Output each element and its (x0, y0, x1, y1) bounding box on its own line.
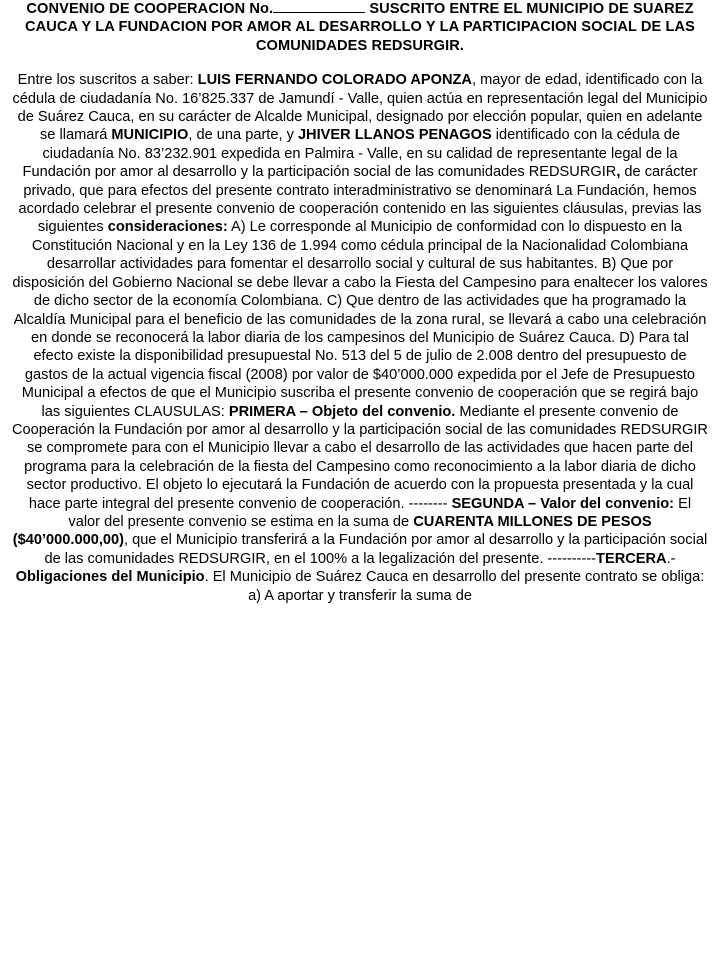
body-text: , mayor de edad, identificado con la cédula de ciudadanía No. 16’825.337 de Jamundí - Valle, quien actúa en representación legal del Municipio de Suárez Cauca, en su carácter de Alcalde Municipal, designado por elección popular, quien en adelante se llamará (12, 72, 708, 144)
document-title (12, 0, 708, 55)
body-text: . El Municipio de Suárez Cauca en desarrollo del presente contrato se obliga: a) A aportar y transferir la suma de (204, 569, 705, 604)
title-suffix: SUSCRITO ENTRE EL MUNICIPIO DE SUAREZ CAUCA Y LA FUNDACION POR AMOR AL DESARROLLO Y LA PARTICIPACION SOCIAL DE LAS COMUNIDADES REDSURGIR. (24, 1, 696, 54)
document-body (12, 71, 708, 605)
body-bold-text: MUNICIPIO (111, 127, 189, 144)
body-text: , de una parte, y (188, 127, 298, 144)
body-text: Mediante el presente convenio de Cooperación la Fundación por amor al desarrollo y la participación social de las comunidades REDSURGIR se compromete para con el Municipio llevar a cabo el desarrollo de las actividades que hacen parte del programa para la celebración de la fiesta del Campesino como reconocimiento a la labor diaria de dicho sector productivo. El objeto lo ejecutará la Fundación de acuerdo con la propuesta presentada y la cual hace parte integral del presente convenio de cooperación. -------- (12, 403, 708, 512)
body-text: .- (666, 550, 676, 567)
convenio-number-blank (273, 1, 365, 13)
body-text: El valor del presente convenio se estima en la suma de (68, 495, 692, 530)
body-bold-text: JHIVER LLANOS PENAGOS (297, 127, 492, 144)
body-bold-text: consideraciones: (107, 219, 228, 236)
clause-heading: SEGUNDA – Valor del convenio: (451, 495, 675, 512)
body-text: identificado con la cédula de ciudadanía No. 83’232.901 expedida en Palmira - Valle, en su calidad de representante legal de la Fundación por amor al desarrollo y la participación social de las comunidades REDSURGIR (22, 127, 680, 181)
body-bold-text: , (616, 164, 621, 181)
clause-heading: PRIMERA – Objeto del convenio. (228, 403, 456, 420)
clause-heading: TERCERA (596, 550, 667, 567)
body-text: A) Le corresponde al Municipio de conformidad con lo dispuesto en la Constitución Nacional y en la Ley 136 de 1.994 como cédula principal de la Nacionalidad Colombiana desarrollar actividades para fomentar el desarrollo social y cultural de sus habitantes. B) Que por disposición del Gobierno Nacional se debe llevar a cabo la Fiesta del Campesino para enaltecer los valores de dicho sector de la economía Colombiana. C) Que dentro de las actividades que ha programado la Alcaldía Municipal para el beneficio de las comunidades de la zona rural, se llevará a cabo una celebración en donde se reconocerá la labor diaria de los campesinos del Municipio de Suárez Cauca. D) Para tal efecto existe la disponibilidad presupuestal No. 513 del 5 de julio de 2.008 dentro del presupuesto de gastos de la actual vigencia fiscal (2008) por valor de $40’000.000 expedida por el Jefe de Presupuesto Municipal a efectos de que el Municipio suscriba el presente convenio de cooperación que se regirá bajo las siguientes CLAUSULAS: (12, 219, 708, 420)
body-bold-text: LUIS FERNANDO COLORADO APONZA (197, 72, 472, 89)
body-text: de carácter privado, que para efectos del presente contrato interadministrativo se denominará La Fundación, hemos acordado celebrar el presente convenio de cooperación contenido en las siguientes cláusulas, previas las siguientes (18, 164, 702, 236)
body-text: , que el Municipio transferirá a la Fundación por amor al desarrollo y la participación social de las comunidades REDSURGIR, en el 100% a la legalización del presente. ---------- (44, 532, 708, 567)
body-text: Entre los suscritos a saber: (17, 72, 198, 89)
body-bold-text: CUARENTA MILLONES DE PESOS ($40’000.000,00) (12, 513, 652, 549)
title-prefix: CONVENIO DE COOPERACION No. (26, 1, 274, 17)
clause-heading: Obligaciones del Municipio (15, 569, 205, 586)
